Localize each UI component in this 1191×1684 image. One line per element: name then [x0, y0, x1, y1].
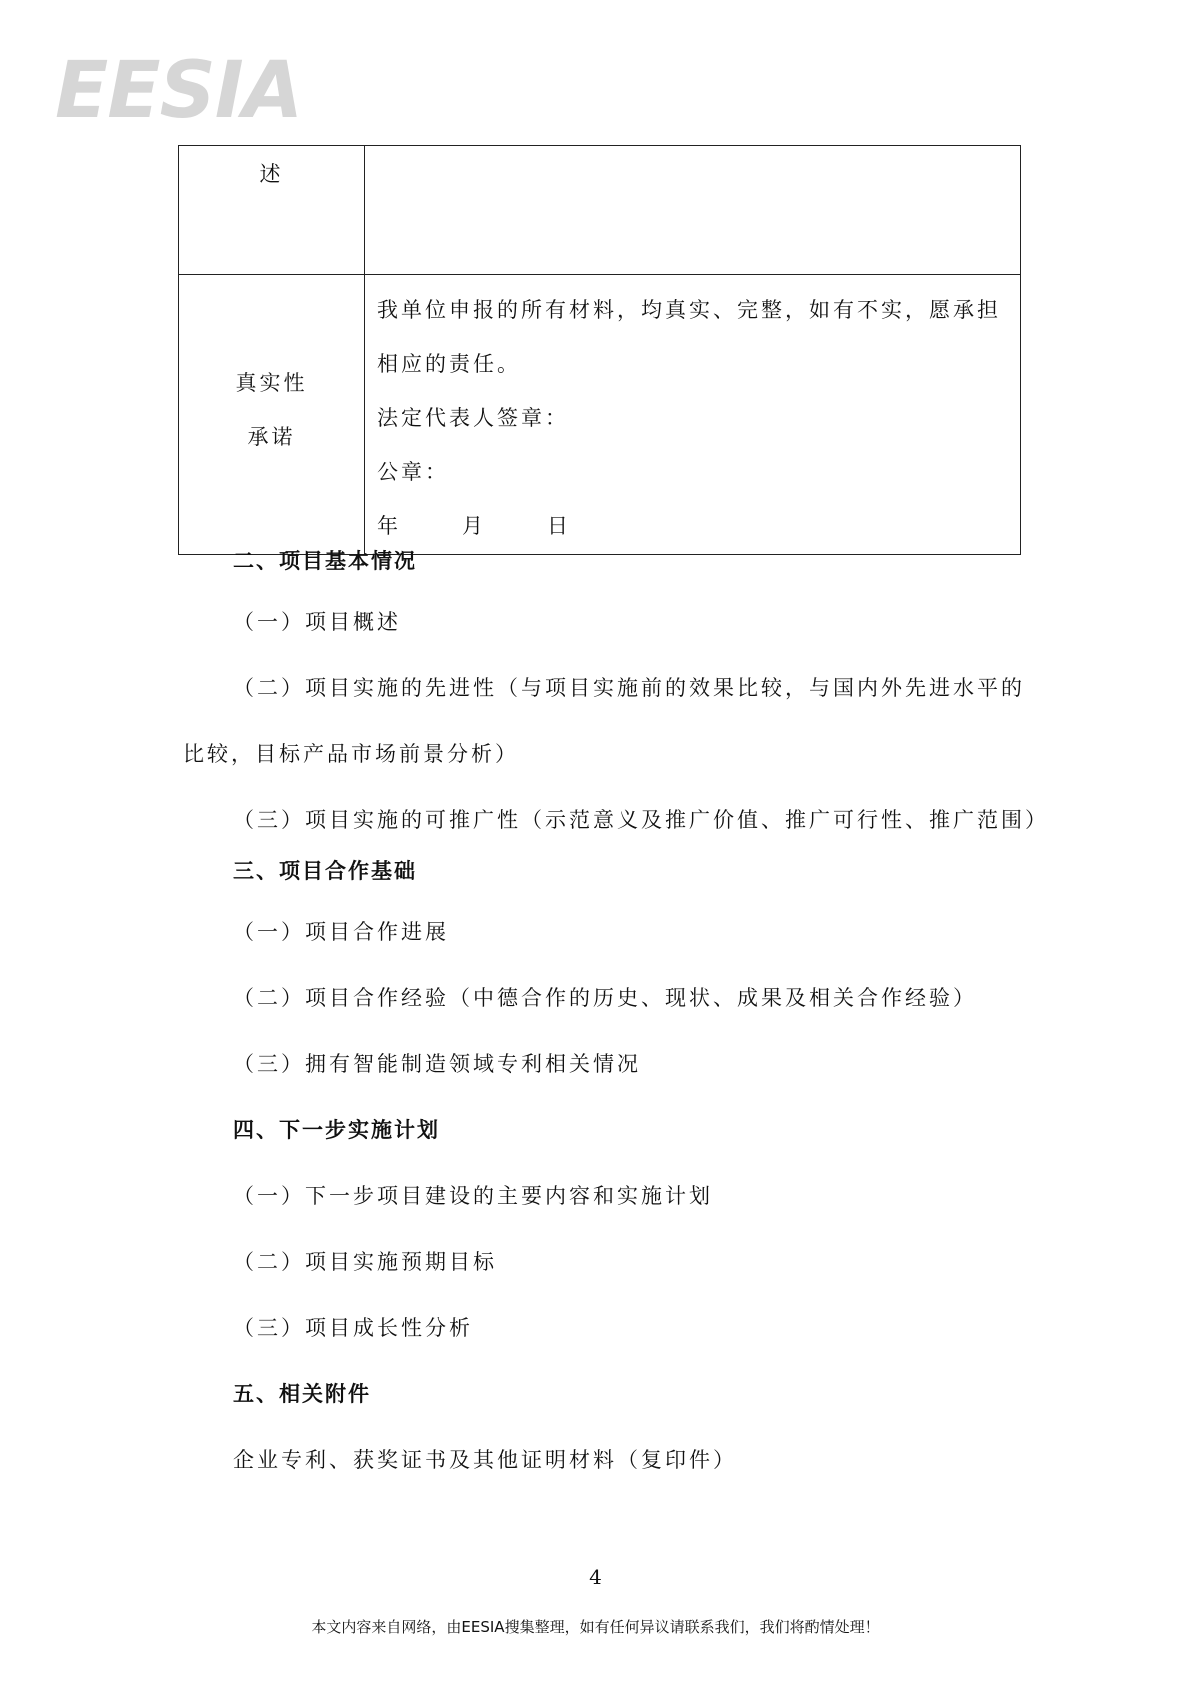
pledge-text: 相应的责任。	[377, 352, 521, 376]
subsection: （一）项目概述	[233, 610, 401, 634]
subsection: （三）项目成长性分析	[233, 1316, 473, 1340]
section-heading: 五、相关附件	[233, 1382, 371, 1406]
subsection: （二）项目合作经验（中德合作的历史、现状、成果及相关合作经验）	[233, 986, 977, 1010]
subsection: （二）项目实施的先进性（与项目实施前的效果比较，与国内外先进水平的	[233, 676, 1025, 700]
date-month: 月	[462, 514, 486, 538]
eesia-logo: EESIA	[55, 46, 303, 136]
pledge-cell	[365, 275, 1021, 555]
truthfulness-label-cell	[179, 275, 365, 555]
subsection: （一）项目合作进展	[233, 920, 449, 944]
table-value-cell	[365, 146, 1021, 275]
table-row	[179, 275, 1021, 555]
subsection-continued: 比较，目标产品市场前景分析）	[183, 742, 519, 766]
section-heading: 三、项目合作基础	[233, 859, 417, 883]
section-heading: 四、下一步实施计划	[233, 1118, 440, 1142]
label-line: 承诺	[247, 425, 296, 449]
table-row	[179, 146, 1021, 275]
pledge-text: 我单位申报的所有材料，均真实、完整，如有不实，愿承担	[377, 298, 1001, 322]
page-number: 4	[589, 1565, 602, 1589]
subsection: （三）项目实施的可推广性（示范意义及推广价值、推广可行性、推广范围）	[233, 808, 1049, 832]
attachment-description: 企业专利、获奖证书及其他证明材料（复印件）	[233, 1448, 737, 1472]
section-heading: 二、项目基本情况	[233, 549, 417, 573]
application-table	[178, 145, 1021, 555]
subsection: （一）下一步项目建设的主要内容和实施计划	[233, 1184, 713, 1208]
legal-rep-signature-label: 法定代表人签章：	[377, 406, 569, 430]
date-line	[377, 499, 1019, 553]
subsection: （三）拥有智能制造领域专利相关情况	[233, 1052, 641, 1076]
table-label-cell: 述	[179, 146, 365, 275]
label-line: 真实性	[235, 371, 308, 395]
date-year: 年	[377, 514, 401, 538]
subsection: （二）项目实施预期目标	[233, 1250, 497, 1274]
date-day: 日	[547, 514, 571, 538]
official-seal-label: 公章：	[377, 460, 449, 484]
footer-notice: 本文内容来自网络，由EESIA搜集整理，如有任何异议请联系我们，我们将酌情处理！	[311, 1618, 880, 1636]
